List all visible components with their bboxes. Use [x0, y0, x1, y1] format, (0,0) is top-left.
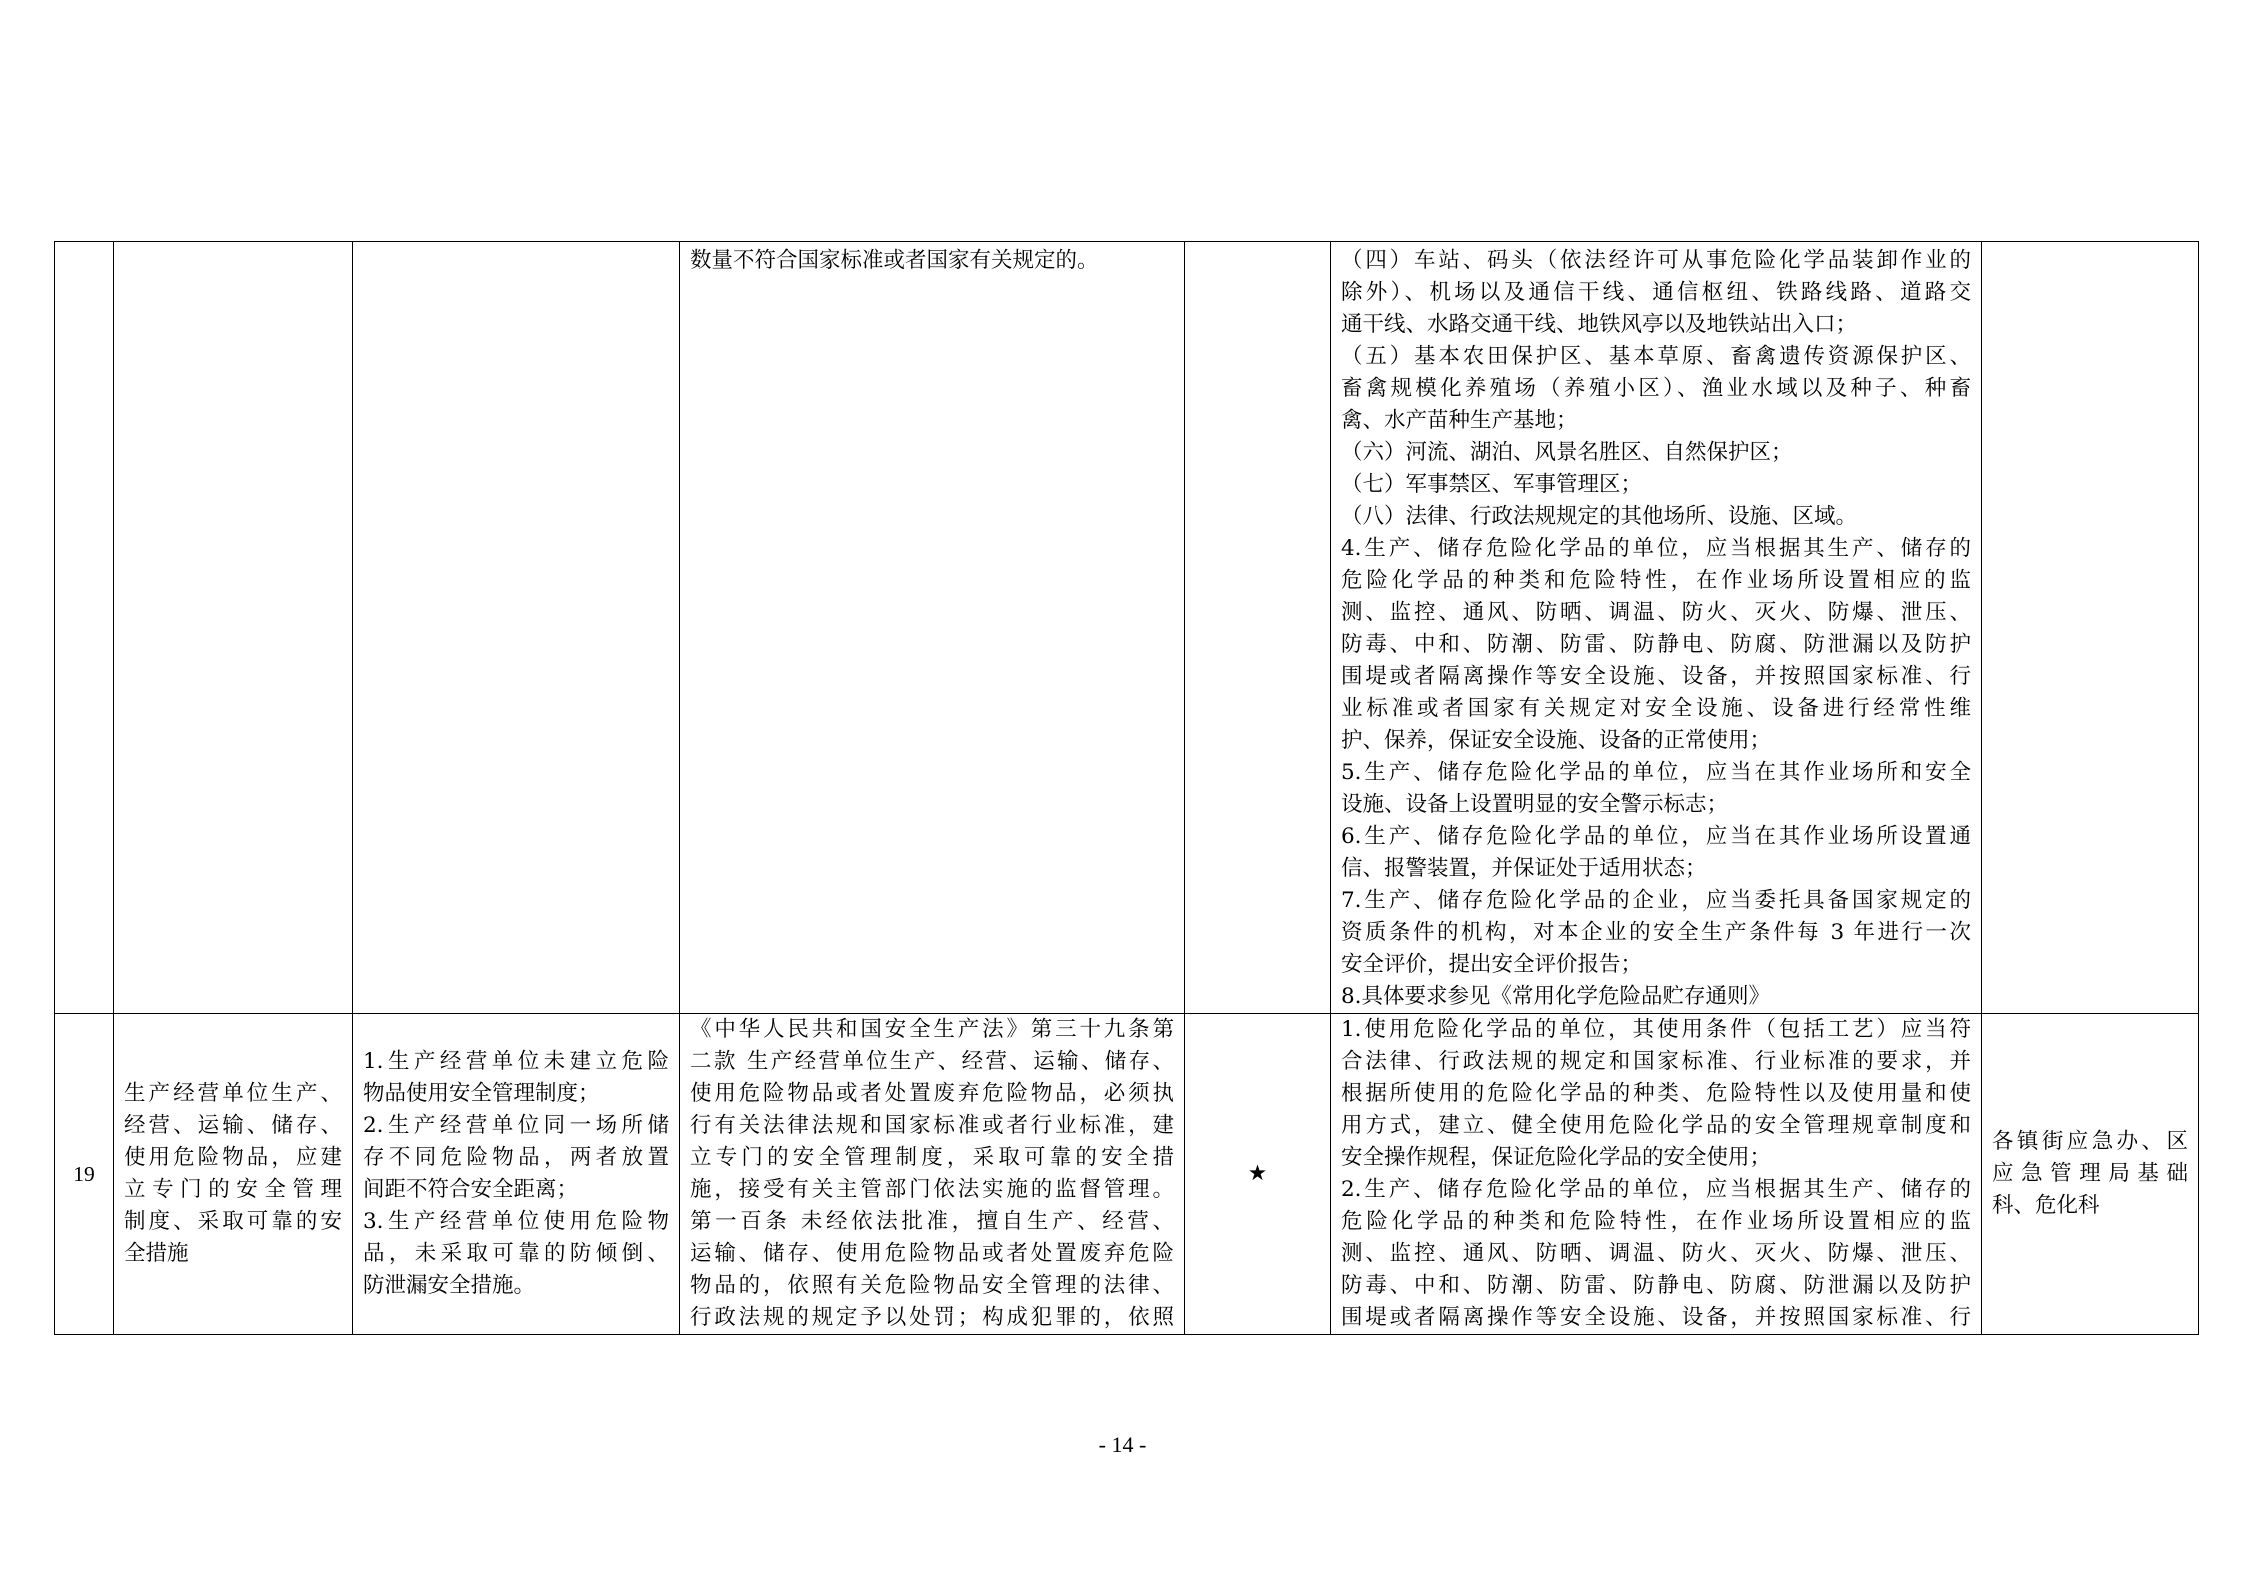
department-line: 应急管理局基础: [1992, 1161, 2188, 1186]
number-cell-empty: [55, 242, 114, 1014]
requirement-line: 通干线、水路交通干线、地铁风亭以及地铁站出入口；: [1341, 312, 1858, 337]
requirement-line: 业标准或者国家有关规定对安全设施、设备进行经常性维: [1341, 696, 1971, 721]
legal-basis-cell: [680, 1014, 1185, 1335]
requirement-line: 除外）、机场以及通信干线、通信枢纽、铁路线路、道路交: [1341, 280, 1971, 305]
requirement-line: 测、监控、通风、防晒、调温、防火、灭火、防爆、泄压、: [1341, 1241, 1971, 1266]
requirement-line: 8.具体要求参见《常用化学危险品贮存通则》: [1341, 984, 1771, 1009]
page-number: - 14 -: [1098, 1432, 1147, 1457]
requirement-line: 测、监控、通风、防晒、调温、防火、灭火、防爆、泄压、: [1341, 600, 1971, 625]
mark-cell-empty: [1185, 242, 1331, 1014]
violation-line: 物品使用安全管理制度；: [363, 1081, 600, 1106]
violation-cell: [353, 1014, 680, 1335]
item-cell-empty: [114, 242, 353, 1014]
requirements-cell: [1331, 242, 1982, 1014]
violation-line: 间距不符合安全距离；: [363, 1177, 579, 1202]
requirement-line: 安全评价，提出安全评价报告；: [1341, 952, 1643, 977]
legal-basis-line: 行有关法律法规和国家标准或者行业标准，建: [690, 1113, 1174, 1138]
requirement-line: 6.生产、储存危险化学品的单位，应当在其作业场所设置通: [1341, 824, 1971, 849]
violation-line: 1.生产经营单位未建立危险: [363, 1049, 669, 1074]
legal-basis-line: 使用危险物品或者处置废弃危险物品，必须执: [690, 1081, 1174, 1106]
department-line: 科、危化科: [1992, 1193, 2100, 1218]
requirement-line: 护、保养，保证安全设施、设备的正常使用；: [1341, 728, 1772, 753]
requirement-line: 危险化学品的种类和危险特性，在作业场所设置相应的监: [1341, 1209, 1971, 1234]
violation-cell-empty: [353, 242, 680, 1014]
violation-line: 品，未采取可靠的防倾倒、: [363, 1241, 669, 1266]
table-row-continued: [55, 242, 2199, 1014]
legal-basis-line: 数量不符合国家标准或者国家有关规定的。: [690, 248, 1099, 273]
department-line: 各镇街应急办、区: [1992, 1129, 2188, 1154]
row-number: 19: [55, 1014, 114, 1335]
star-mark: ★: [1185, 1014, 1331, 1335]
requirement-line: 禽、水产苗种生产基地；: [1341, 408, 1578, 433]
requirement-line: （五）基本农田保护区、基本草原、畜禽遗传资源保护区、: [1341, 344, 1971, 369]
legal-basis-line: 行政法规的规定予以处罚；构成犯罪的，依照: [690, 1305, 1174, 1330]
item-line: 立专门的安全管理: [124, 1177, 342, 1202]
requirement-line: 4.生产、储存危险化学品的单位，应当根据其生产、储存的: [1341, 536, 1971, 561]
violation-line: 2.生产经营单位同一场所储: [363, 1113, 669, 1138]
item-cell: [114, 1014, 353, 1335]
requirement-line: （七）军事禁区、军事管理区；: [1341, 472, 1643, 497]
requirement-line: 根据所使用的危险化学品的种类、危险特性以及使用量和使: [1341, 1081, 1971, 1106]
item-line: 制度、采取可靠的安: [124, 1209, 342, 1234]
legal-basis-line: 二款 生产经营单位生产、经营、运输、储存、: [690, 1049, 1174, 1074]
requirement-line: 合法律、行政法规的规定和国家标准、行业标准的要求，并: [1341, 1049, 1971, 1074]
department-cell: [1982, 1014, 2199, 1335]
requirement-line: 5.生产、储存危险化学品的单位，应当在其作业场所和安全: [1341, 760, 1971, 785]
item-line: 经营、运输、储存、: [124, 1113, 342, 1138]
requirement-line: 用方式，建立、健全使用危险化学品的安全管理规章制度和: [1341, 1113, 1971, 1138]
violation-line: 3.生产经营单位使用危险物: [363, 1209, 669, 1234]
requirement-line: 2.生产、储存危险化学品的单位，应当根据其生产、储存的: [1341, 1177, 1971, 1202]
requirements-cell: [1331, 1014, 1982, 1335]
requirement-line: 信、报警装置，并保证处于适用状态；: [1341, 856, 1707, 881]
requirement-line: （八）法律、行政法规规定的其他场所、设施、区域。: [1341, 504, 1858, 529]
requirement-line: 7.生产、储存危险化学品的企业，应当委托具备国家规定的: [1341, 888, 1971, 913]
violation-line: 防泄漏安全措施。: [363, 1273, 536, 1298]
violation-line: 存不同危险物品，两者放置: [363, 1145, 669, 1170]
requirement-line: 畜禽规模化养殖场（养殖小区）、渔业水域以及种子、种畜: [1341, 376, 1971, 401]
table-row: [55, 1014, 2199, 1335]
requirement-line: 防毒、中和、防潮、防雷、防静电、防腐、防泄漏以及防护: [1341, 1273, 1971, 1298]
requirement-line: 安全操作规程，保证危险化学品的安全使用；: [1341, 1145, 1772, 1170]
legal-basis-line: 运输、储存、使用危险物品或者处置废弃危险: [690, 1241, 1174, 1266]
legal-basis-line: 立专门的安全管理制度，采取可靠的安全措: [690, 1145, 1174, 1170]
department-cell-empty: [1982, 242, 2199, 1014]
document-table: [54, 241, 2199, 1335]
legal-basis-line: 物品的，依照有关危险物品安全管理的法律、: [690, 1273, 1174, 1298]
requirement-line: 防毒、中和、防潮、防雷、防静电、防腐、防泄漏以及防护: [1341, 632, 1971, 657]
requirement-line: 危险化学品的种类和危险特性，在作业场所设置相应的监: [1341, 568, 1971, 593]
legal-basis-line: 《中华人民共和国安全生产法》第三十九条第: [690, 1017, 1174, 1042]
item-line: 生产经营单位生产、: [124, 1081, 342, 1106]
requirement-line: （六）河流、湖泊、风景名胜区、自然保护区；: [1341, 440, 1793, 465]
requirement-line: 围堤或者隔离操作等安全设施、设备，并按照国家标准、行: [1341, 1305, 1971, 1330]
requirement-line: （四）车站、码头（依法经许可从事危险化学品装卸作业的: [1341, 248, 1971, 273]
legal-basis-line: 第一百条 未经依法批准，擅自生产、经营、: [690, 1209, 1174, 1234]
requirement-line: 资质条件的机构，对本企业的安全生产条件每 3 年进行一次: [1341, 920, 1971, 945]
requirement-line: 1.使用危险化学品的单位，其使用条件（包括工艺）应当符: [1341, 1017, 1971, 1042]
requirement-line: 设施、设备上设置明显的安全警示标志；: [1341, 792, 1729, 817]
legal-basis-line: 施，接受有关主管部门依法实施的监督管理。: [690, 1177, 1174, 1202]
item-line: 使用危险物品，应建: [124, 1145, 342, 1170]
requirement-line: 围堤或者隔离操作等安全设施、设备，并按照国家标准、行: [1341, 664, 1971, 689]
legal-basis-cell: [680, 242, 1185, 1014]
item-line: 全措施: [124, 1241, 189, 1266]
